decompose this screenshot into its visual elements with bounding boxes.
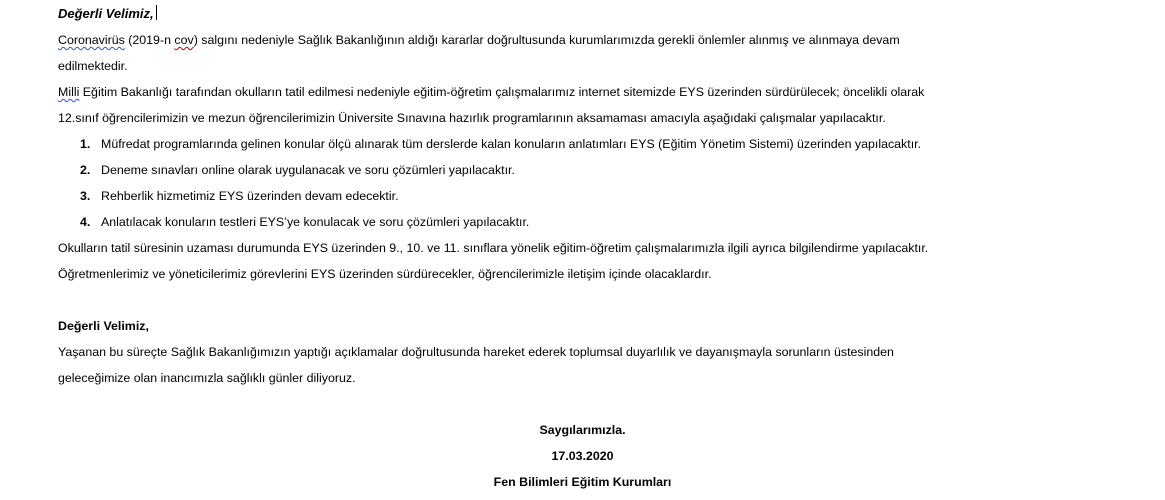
list-item-text: Anlatılacak konuların testleri EYS’ye konulacak ve soru çözümleri yapılacaktır. [101, 215, 530, 229]
date-text: 17.03.2020 [551, 449, 614, 463]
greeting-heading-2: Değerli Velimiz, [58, 319, 149, 333]
list-item-text: Deneme sınavları online olarak uygulanacak ve soru çözümleri yapılacaktır. [101, 163, 515, 177]
list-item [80, 136, 921, 152]
greeting-text: Değerli Velimiz, [58, 6, 154, 21]
list-item-number: 2. [80, 163, 91, 177]
paragraph-2-text-a: Eğitim Bakanlığı tarafından okulların tatil edilmesi nedeniyle eğitim-öğretim çalışmalarımız internet sitemizde EYS üzerinden sürdürülecek; öncelikli olarak [79, 85, 925, 99]
closing-text: Saygılarımızla. [539, 423, 626, 437]
list-item-number: 3. [80, 189, 91, 203]
list-item-text: Müfredat programlarında gelinen konular ölçü alınarak tüm derslerde kalan konuların anlatımları EYS (Eğitim Yönetim Sistemi) üzerinden yapılacaktır. [101, 137, 922, 151]
spellcheck-word-cov[interactable]: cov [174, 33, 194, 47]
paragraph-2-line-1 [58, 84, 924, 100]
list-item-text: Rehberlik hizmetimiz EYS üzerinden devam edecektir. [101, 189, 399, 203]
spellcheck-word-milli[interactable]: Milli [58, 85, 80, 99]
paragraph-1-text-a: (2019-n [124, 33, 175, 47]
spellcheck-word-coronavirus[interactable]: Coronavirüs [58, 33, 125, 47]
signature-text: Fen Bilimleri Eğitim Kurumları [493, 475, 672, 489]
closing-line [0, 422, 1165, 438]
greeting-heading [58, 5, 157, 22]
list-item [80, 214, 529, 230]
paragraph-5-line-1: Yaşanan bu süreçte Sağlık Bakanlığımızın yaptığı açıklamalar doğrultusunda hareket ederek toplumsal duyarlılık ve dayanışmayla sorunların üstesinden [58, 345, 894, 359]
list-item-number: 1. [80, 137, 91, 151]
paragraph-2-line-2: 12.sınıf öğrencilerimizin ve mezun öğrencilerimizin Üniversite Sınavına hazırlık programlarının aksamaması amacıyla aşağıdaki çalışmalar yapılacaktır. [58, 111, 886, 125]
paragraph-1-text-b: ) salgını nedeniyle Sağlık Bakanlığının aldığı kararlar doğrultusunda kurumlarımızda gerekli önlemler alınmış ve alınmaya devam [193, 33, 900, 47]
paragraph-3: Okulların tatil süresinin uzaması durumunda EYS üzerinden 9., 10. ve 11. sınıflara yönelik eğitim-öğretim çalışmalarımızla ilgili ayrıca bilgilendirme yapılacaktır. [58, 241, 929, 255]
text-cursor [156, 5, 157, 20]
date-line [0, 448, 1165, 464]
paragraph-1-line-1 [58, 32, 900, 48]
list-item [80, 188, 399, 204]
signature-line [0, 474, 1165, 490]
paragraph-5-line-2: geleceğimize olan inancımızla sağlıklı günler diliyoruz. [58, 371, 356, 385]
paragraph-4: Öğretmenlerimiz ve yöneticilerimiz görevlerini EYS üzerinden sürdürecekler, öğrencilerimizle iletişim içinde olacaklardır. [58, 267, 712, 281]
paragraph-1-line-2: edilmektedir. [58, 59, 128, 73]
list-item-number: 4. [80, 215, 91, 229]
list-item [80, 162, 515, 178]
